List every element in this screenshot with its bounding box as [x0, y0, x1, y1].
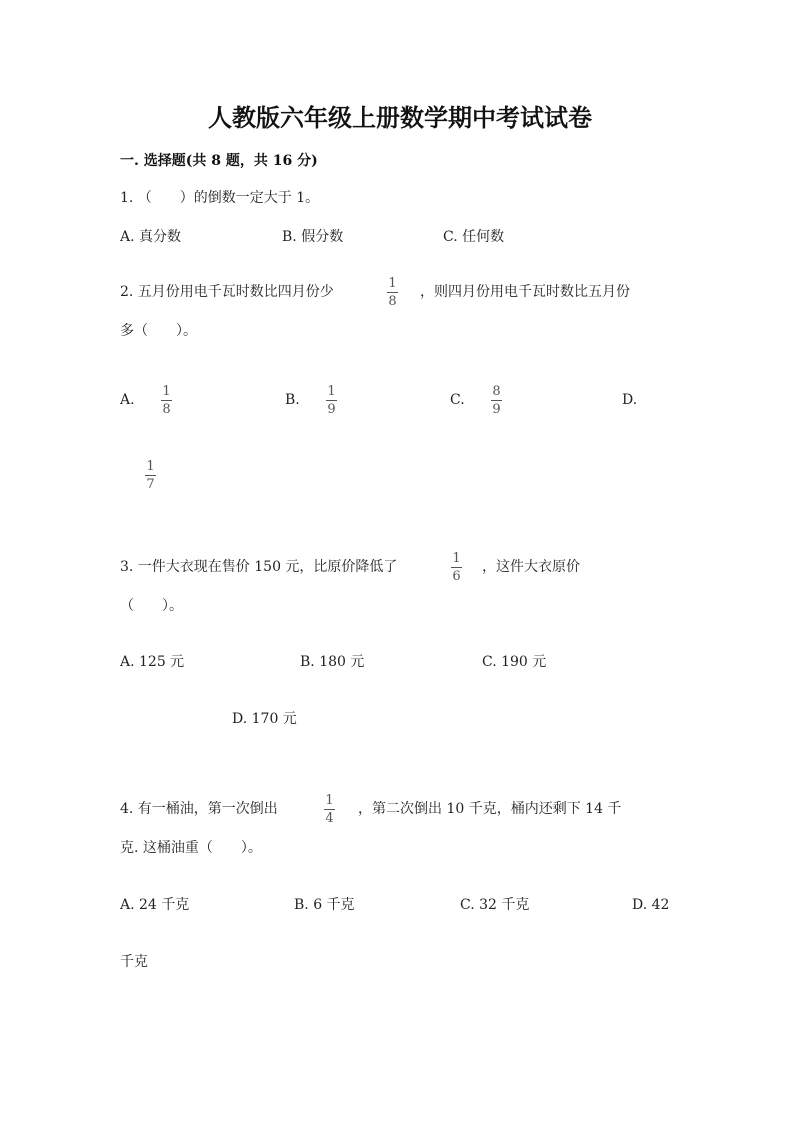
fraction-denominator: 7: [146, 477, 155, 492]
fraction-denominator: 6: [452, 569, 461, 584]
question-2-option-c-fraction: [491, 384, 502, 417]
question-2-option-a-label: A.: [120, 392, 135, 408]
fraction-bar: [451, 567, 462, 568]
question-2-fraction: [387, 276, 398, 309]
question-3-option-a: A. 125 元: [120, 654, 185, 670]
question-4-text-cont: ，第二次倒出 10 千克，桶内还剩下 14 千: [358, 801, 622, 817]
question-2-text: 2. 五月份用电千瓦时数比四月份少: [120, 284, 334, 300]
question-2-option-b-label: B.: [285, 392, 300, 408]
question-4-option-d-cont: 千克: [120, 954, 148, 970]
fraction-bar: [324, 809, 335, 810]
question-2-option-d-label: D.: [622, 392, 638, 408]
fraction-denominator: 8: [388, 294, 397, 309]
question-2-option-c-label: C.: [450, 392, 465, 408]
question-3-text: 3. 一件大衣现在售价 150 元，比原价降低了: [120, 559, 398, 575]
fraction-bar: [491, 400, 502, 401]
question-2-text-cont: ，则四月份用电千瓦时数比五月份: [420, 284, 630, 300]
question-4-text: 4. 有一桶油，第一次倒出: [120, 801, 278, 817]
question-2-option-a-fraction: [161, 384, 172, 417]
question-3-text-cont: ，这件大衣原价: [482, 559, 580, 575]
question-2-text-line2: 多（ ）。: [120, 323, 197, 339]
question-1-option-b: B. 假分数: [282, 229, 344, 245]
page-title: 人教版六年级上册数学期中考试试卷: [208, 103, 592, 132]
fraction-bar: [326, 400, 337, 401]
fraction-bar: [161, 400, 172, 401]
fraction-numerator: 8: [492, 384, 501, 399]
question-3-option-d: D. 170 元: [232, 711, 297, 727]
question-1-option-c: C. 任何数: [443, 229, 505, 245]
fraction-numerator: 1: [452, 551, 461, 566]
fraction-numerator: 1: [388, 276, 397, 291]
fraction-numerator: 1: [325, 793, 334, 808]
fraction-numerator: 1: [146, 459, 155, 474]
question-4-option-c: C. 32 千克: [460, 897, 530, 913]
question-3-option-c: C. 190 元: [482, 654, 547, 670]
question-4-option-d: D. 42: [632, 897, 670, 913]
question-3-fraction: [451, 551, 462, 584]
question-3-text-line2: （ ）。: [120, 598, 183, 614]
fraction-denominator: 8: [162, 402, 171, 417]
section-heading: 一. 选择题(共 8 题，共 16 分): [120, 153, 318, 169]
fraction-numerator: 1: [327, 384, 336, 399]
question-4-text-line2: 克. 这桶油重（ ）。: [120, 840, 262, 856]
fraction-bar: [145, 475, 156, 476]
fraction-denominator: 9: [327, 402, 336, 417]
question-4-fraction: [324, 793, 335, 826]
fraction-bar: [387, 292, 398, 293]
question-2-option-b-fraction: [326, 384, 337, 417]
question-4-option-b: B. 6 千克: [294, 897, 355, 913]
question-2-option-d-fraction: [145, 459, 156, 492]
question-1-text: 1. （ ）的倒数一定大于 1。: [120, 190, 320, 206]
question-4-option-a: A. 24 千克: [120, 897, 190, 913]
question-1-option-a: A. 真分数: [120, 229, 182, 245]
question-3-option-b: B. 180 元: [300, 654, 365, 670]
fraction-denominator: 4: [325, 811, 334, 826]
fraction-denominator: 9: [492, 402, 501, 417]
fraction-numerator: 1: [162, 384, 171, 399]
